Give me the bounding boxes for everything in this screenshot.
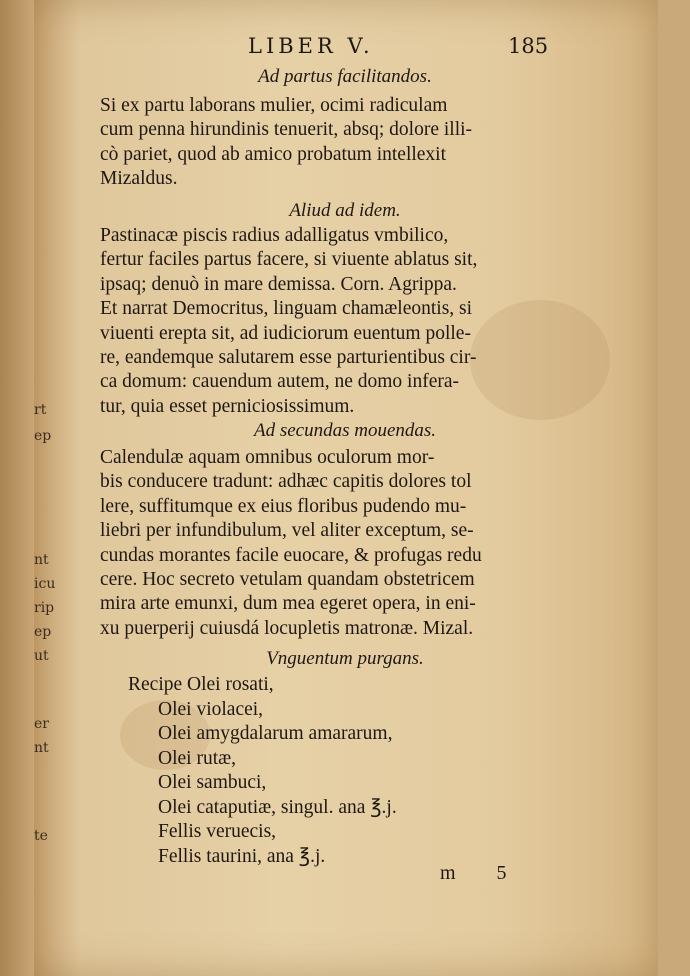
text-line: Si ex partu laborans mulier, ocimi radiculam: [100, 95, 448, 116]
margin-fragment: er: [34, 716, 49, 732]
margin-fragment: icu: [34, 576, 56, 592]
margin-fragment: nt: [34, 740, 49, 756]
text-line: mira arte emunxi, dum mea egeret opera, in eni-: [100, 593, 476, 615]
text-line: cere. Hoc secreto vetulam quandam obstetricem: [100, 569, 475, 591]
margin-fragment: rt: [34, 402, 47, 418]
margin-fragment: te: [34, 828, 48, 844]
recipe-line: Recipe Olei rosati,: [128, 674, 274, 695]
text-line: cò pariet, quod ab amico probatum intellexit: [100, 143, 447, 165]
recipe-line: Fellis veruecis,: [158, 821, 277, 842]
recipe-line: Fellis taurini, ana ℥.j.: [158, 845, 326, 867]
section-heading: Ad secundas mouendas.: [253, 420, 437, 441]
text-line: Pastinacæ piscis radius adalligatus vmbilico,: [100, 225, 449, 246]
section-heading: Vnguentum purgans.: [266, 648, 424, 669]
text-line: bis conducere tradunt: adhæc capitis dolores tol: [100, 471, 472, 493]
section-heading: Aliud ad idem.: [289, 200, 401, 221]
page-gutter: [0, 0, 34, 976]
text-line: Calendulæ aquam omnibus oculorum mor-: [100, 447, 435, 468]
margin-fragment: ep: [34, 428, 52, 444]
margin-fragment: rip: [34, 600, 55, 616]
margin-fragment: nt: [34, 552, 49, 568]
text-line: viuenti erepta sit, ad iudiciorum euentum polle-: [100, 322, 471, 344]
recipe-list: [128, 673, 548, 869]
recipe-line: Olei amygdalarum amararum,: [158, 723, 393, 744]
recipe-line: Olei violacei,: [158, 698, 264, 720]
text-line: cundas morantes facile euocare, & profugas redu: [100, 544, 482, 566]
page-header: [0, 34, 690, 60]
section-paragraph: [100, 446, 544, 641]
page-number: 185: [508, 34, 549, 58]
margin-fragment: ut: [34, 648, 49, 664]
text-line: lere, suffitumque ex eius floribus pudendo mu-: [100, 495, 467, 517]
signature-mark: m 5: [440, 862, 525, 884]
text-line: ipsaq; denuò in mare demissa. Corn. Agrippa.: [100, 273, 457, 295]
text-line: fertur faciles partus facere, si viuente ablatus sit,: [100, 249, 478, 271]
text-line: ca domum: cauendum autem, ne domo infera-: [100, 371, 459, 393]
section-paragraph: [100, 224, 544, 419]
text-line: cum penna hirundinis tenuerit, absq; dolore illi-: [100, 119, 473, 141]
text-line: liebri per infundibulum, vel aliter exceptum, se-: [100, 520, 474, 542]
recipe-line: Olei rutæ,: [158, 747, 236, 769]
text-line: re, eandemque salutarem esse parturientibus cir-: [100, 347, 477, 369]
running-head: LIBER V.: [248, 34, 374, 58]
section-heading: Ad partus facilitandos.: [258, 66, 432, 87]
text-line: Et narrat Democritus, linguam chamæleontis, si: [100, 298, 473, 320]
recipe-line: Olei cataputiæ, singul. ana ℥.j.: [158, 796, 397, 818]
section-paragraph: [100, 94, 544, 192]
text-line: Mizaldus.: [100, 168, 178, 190]
text-line: xu puerperij cuiusdá locupletis matronæ. Mizal.: [100, 617, 474, 639]
margin-fragment: ep: [34, 624, 52, 640]
text-line: tur, quia esset perniciosissimum.: [100, 395, 355, 417]
recipe-line: Olei sambuci,: [158, 772, 267, 793]
